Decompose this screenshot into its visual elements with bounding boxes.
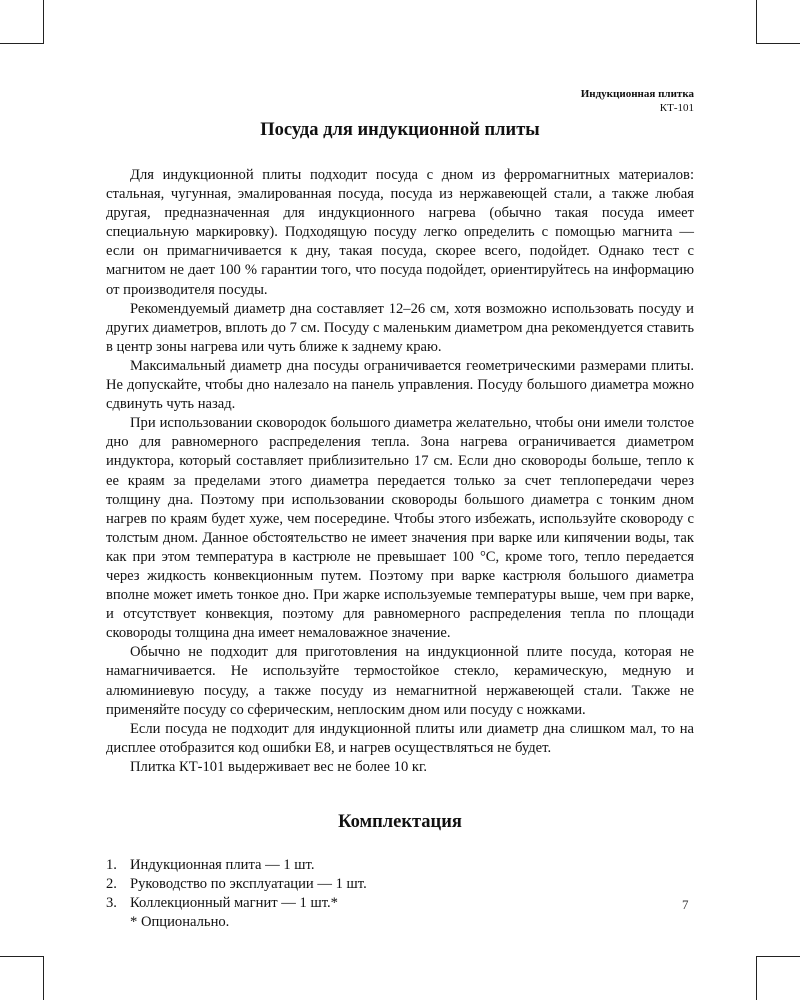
list-item xyxy=(106,894,694,913)
crop-mark xyxy=(43,956,44,1000)
list-item-text: Индукционная плита — 1 шт. xyxy=(130,857,315,873)
list-item-text: Коллекционный магнит — 1 шт.* xyxy=(130,895,338,911)
crop-mark xyxy=(43,0,44,44)
running-header xyxy=(581,87,694,115)
list-item-number: 3. xyxy=(106,895,117,911)
paragraph: Для индукционной плиты подходит посуда с дном из ферромагнитных материалов: стальная, чугунная, эмалированная посуда, посуда из нержавеющей стали, а также любая другая, предназначенная для индукционного нагрева (обычно такая посуда имеет специальную маркировку). Подходящую посуду легко определить с помощью магнита — если он примагничивается к дну, такая посуда, скорее всего, подойдет. Однако тест с магнитом не дает 100 % гарантии того, что посуда подойдет, ориентируйтесь на информацию от производителя посуды. xyxy=(106,167,694,298)
crop-mark xyxy=(756,956,800,957)
paragraph: Если посуда не подходит для индукционной плиты или диаметр дна слишком мал, то на дисплее отобразится код ошибки E8, и нагрев осуществляться не будет. xyxy=(106,720,694,756)
crop-mark xyxy=(756,956,757,1000)
footnote: * Опционально. xyxy=(130,914,230,930)
kit-list xyxy=(106,856,694,913)
page-number: 7 xyxy=(682,897,689,912)
section-title-cookware: Посуда для индукционной плиты xyxy=(260,120,540,140)
running-header-model: КТ-101 xyxy=(659,102,694,114)
crop-mark xyxy=(756,0,757,44)
paragraph: Рекомендуемый диаметр дна составляет 12–26 см, хотя возможно использовать посуду и других диаметров, вплоть до 7 см. Посуду с маленьким диаметром дна рекомендуется ставить в центр зоны нагрева или чуть ближе к заднему краю. xyxy=(106,300,694,355)
list-item xyxy=(106,856,694,875)
section-title-kit: Комплектация xyxy=(338,812,462,832)
paragraph: Максимальный диаметр дна посуды ограничивается геометрическими размерами плиты. Не допускайте, чтобы дно налезало на панель управления. Посуду большого диаметра можно сдвинуть чуть назад. xyxy=(106,357,694,413)
list-item-number: 1. xyxy=(106,857,117,873)
paragraph: При использовании сковородок большого диаметра желательно, чтобы они имели толстое дно для равномерного распределения тепла. Зона нагрева ограничивается диаметром индуктора, который составляет приблизительно 17 см. Если дно сковороды больше, тепло к ее краям за пределами этого диаметра передается только за счет теплопередачи через толщину дна. Поэтому при использовании сковороды большого диаметра с тонким дном нагрев по краям будет хуже, чем посередине. Чтобы этого избежать, используйте сковороду с толстым дном. Данное обстоятельство не имеет значения при варке или кипячении воды, так как при этом температура в кастрюле не превышает 100 °С, кроме того, тепло передается через жидкость конвекционным путем. Поэтому при варке кастрюля большого диаметра вполне может иметь тонкое дно. При жарке используемые температуры выше, чем при варке, и отсутствует конвекция, поэтому для равномерного распределения тепла по площади сковороды толщина дна имеет немаловажное значение. xyxy=(106,415,694,642)
running-header-title: Индукционная плитка xyxy=(580,88,694,100)
paragraph: Обычно не подходит для приготовления на индукционной плите посуда, которая не намагничивается. Не используйте термостойкое стекло, керамическую, медную и алюминиевую посуду, а также посуду из немагнитной нержавеющей стали. Также не применяйте посуду со сферическим, неплоским дном или посуду с ножками. xyxy=(106,644,694,718)
list-item-number: 2. xyxy=(106,876,117,892)
list-item xyxy=(106,875,694,894)
list-item-text: Руководство по эксплуатации — 1 шт. xyxy=(130,876,367,892)
page-content xyxy=(106,118,694,932)
crop-mark xyxy=(756,43,800,44)
paragraph: Плитка КТ-101 выдерживает вес не более 10 кг. xyxy=(130,758,427,775)
crop-mark xyxy=(0,956,44,957)
crop-mark xyxy=(0,43,44,44)
